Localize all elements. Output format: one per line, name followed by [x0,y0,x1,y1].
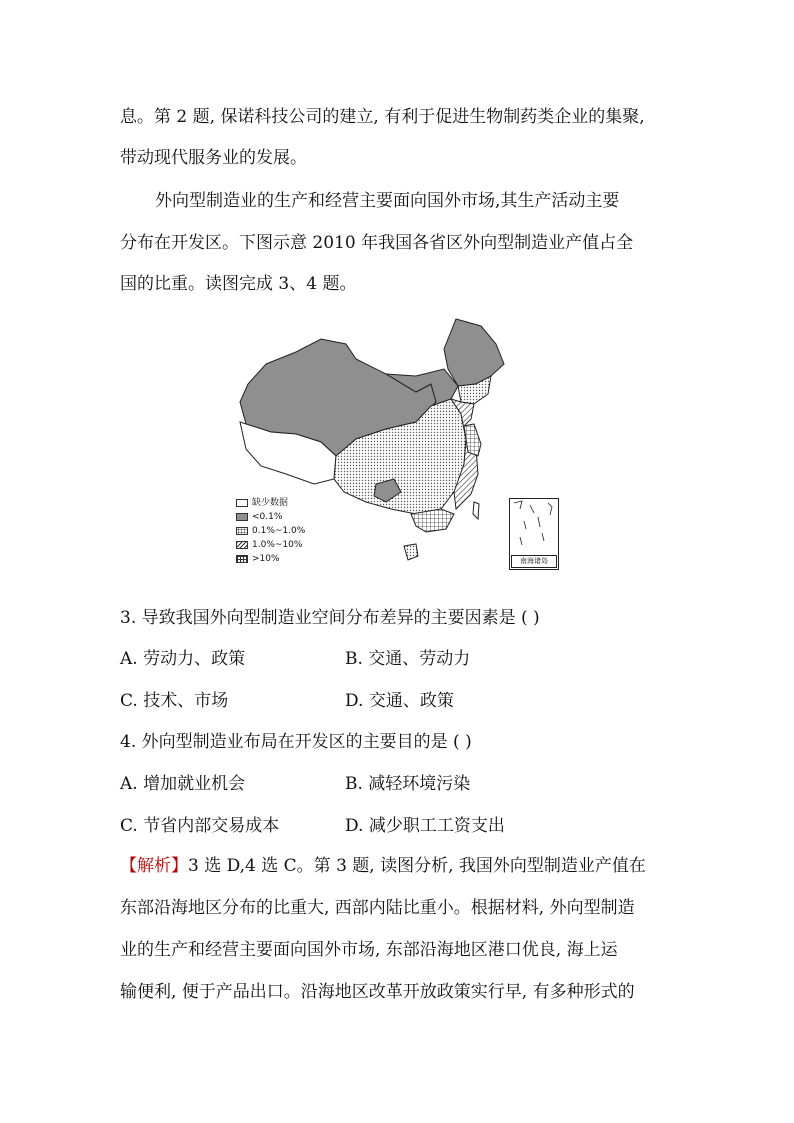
legend-label: 1.0%~10% [252,540,303,550]
legend-row [236,552,305,566]
analysis-line-3: 业的生产和经营主要面向国外市场, 东部沿海地区港口优良, 海上运 [120,940,618,960]
south-sea-islands-icon [510,499,556,555]
china-map-figure [226,314,566,576]
gray-swatch-icon [236,513,248,521]
legend-label: <0.1% [252,512,283,522]
hatched-swatch-icon [236,541,248,549]
text-line-4: 分布在开发区。下图示意 2010 年我国各省区外向型制造业产值占全 [120,233,634,253]
q3-option-c: C. 技术、市场 [120,691,229,711]
legend-row [236,538,305,552]
legend-row [236,510,305,524]
q4-option-d: D. 减少职工工资支出 [345,816,505,836]
legend-label: >10% [252,554,280,564]
map-legend [236,496,305,566]
legend-row [236,524,305,538]
analysis-tag: 【解析】 [120,856,188,876]
legend-label: 0.1%~1.0% [252,526,306,536]
text-line-2: 带动现代服务业的发展。 [120,148,307,168]
q4-option-c: C. 节省内部交易成本 [120,816,280,836]
dotted-swatch-icon [236,527,248,535]
question-4: 4. 外向型制造业布局在开发区的主要目的是 ( ) [120,732,472,752]
grid-swatch-icon [236,555,248,563]
legend-row [236,496,305,510]
q3-option-b: B. 交通、劳动力 [345,649,471,669]
inset-label: 南海诸岛 [511,555,557,568]
analysis-line-2: 东部沿海地区分布的比重大, 西部内陆比重小。根据材料, 外向型制造 [120,898,635,918]
legend-label: 缺少数据 [252,498,289,508]
q4-option-a: A. 增加就业机会 [120,774,246,794]
q3-option-a: A. 劳动力、政策 [120,649,246,669]
map-region-guangdong [411,509,454,532]
analysis-line-4: 输便利, 便于产品出口。沿海地区改革开放政策实行早, 有多种形式的 [120,982,635,1002]
q3-option-d: D. 交通、政策 [345,691,454,711]
text-line-1: 息。第 2 题, 保诺科技公司的建立, 有利于促进生物制药类企业的集聚, [120,107,645,127]
south-sea-inset [509,498,559,570]
map-region-taiwan [473,502,479,519]
q4-option-b: B. 减轻环境污染 [345,774,471,794]
analysis-line-1 [120,855,680,877]
text-line-5: 国的比重。读图完成 3、4 题。 [120,274,357,294]
text-line-3: 外向型制造业的生产和经营主要面向国外市场,其生产活动主要 [155,191,620,211]
question-3: 3. 导致我国外向型制造业空间分布差异的主要因素是 ( ) [120,608,540,628]
analysis-text: 3 选 D,4 选 C。第 3 题, 读图分析, 我国外向型制造业产值在 [188,856,646,876]
map-region-northeast [444,319,504,386]
map-region-hainan [404,544,418,560]
blank-swatch-icon [236,499,248,507]
